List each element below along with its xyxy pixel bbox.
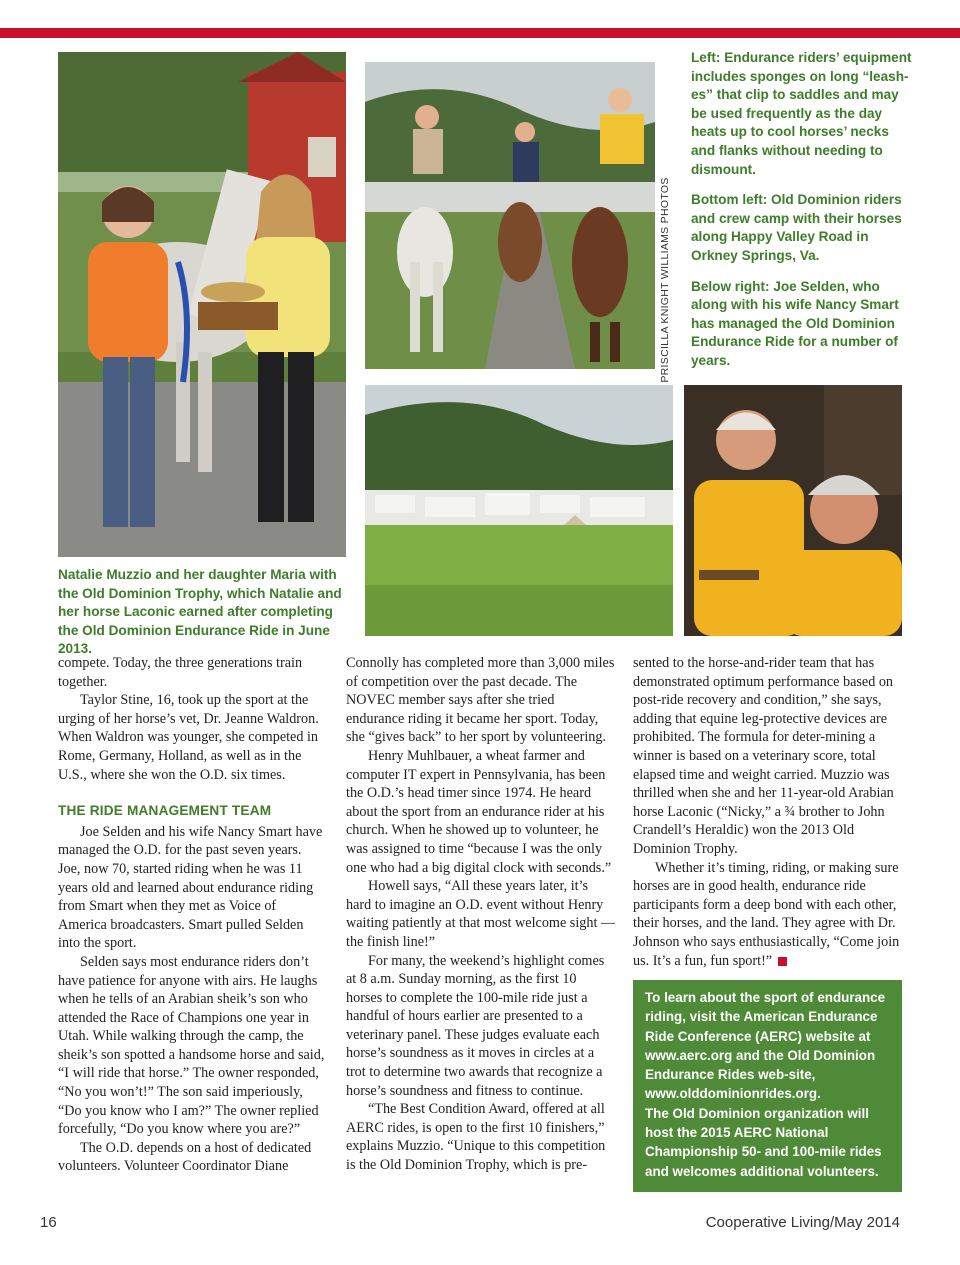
joe-selden-photo [684, 385, 902, 636]
col2-paragraph-1: Connolly has completed more than 3,000 miles of competition over the past decade. The NOVEC member says after she tried endurance riding it became her sport. Today, she “gives back” to her sport by volunteering. [346, 655, 615, 746]
col1-paragraph-4: Selden says most endurance riders don’t have patience for anyone with airs. He laughs when he tells of an Arabian sheik’s son who attended the Race of Champions one year in Utah. While walking through the camp, the sheik’s son spotted a handsome horse and said, “I will ride that horse.” The owner responded, “No you won’t!” The son said imperiously, “Do you know who I am?” The owner replied forcefully, “Do you know where you are?” [58, 953, 325, 1138]
top-right-captions [691, 49, 913, 383]
col3-paragraph-1: sented to the horse-and-rider team that has demonstrated optimum performance based on post-ride recovery and condition,” she says, adding that equine leg-protective devices are prohibited. The formula for deter-mining a winner is based on a veterinary score, total elapsed time and weight carried. Muzzio was thrilled when she and her 11-year-old Arabian horse Laconic (“Nicky,” a ¾ brother to John Crandell’s Heraldic) won the 2013 Old Dominion Trophy. [633, 655, 894, 857]
caption-camp: Bottom left: Old Dominion riders and crew camp with their horses along Happy Valley Road in Orkney Springs, Va. [691, 192, 902, 263]
col1-paragraph-1: compete. Today, the three generations train together. [58, 655, 303, 690]
col2-paragraph-5: “The Best Condition Award, offered at all AERC rides, is open to the first 10 finishers,” explains Muzzio. “Unique to this competition is the Old Dominion Trophy, which is pre- [346, 1101, 606, 1174]
col3-paragraph-2-text: Whether it’s timing, riding, or making sure horses are in good health, endurance ride participants form a deep bond with each other, their horses, and the land. They agree with Dr. Johnson who says enthusiastically, “Come join us. It’s a fun, fun sport!” [633, 859, 900, 969]
photo-credit [655, 177, 675, 383]
col1-paragraph-5: The O.D. depends on a host of dedicated volunteers. Volunteer Coordinator Diane [58, 1139, 312, 1175]
caption-selden: Below right: Joe Selden, who along with his wife Nancy Smart has managed the Old Dominion Endurance Ride for a number of years. [691, 278, 899, 368]
col1-paragraph-3: Joe Selden and his wife Nancy Smart have managed the O.D. for the past seven years. Joe, now 70, started riding when he was 11 years old and learned about endurance riding from Smart when they met as Voice of America broadcasters. Smart pulled Selden into the sport. [58, 823, 323, 952]
info-box-paragraph-2: The Old Dominion organization will host the 2015 AERC National Championship 50- and 100-mile rides and welcomes additional volunteers. [645, 1105, 882, 1179]
col3-paragraph-2 [633, 859, 903, 971]
section-heading: THE RIDE MANAGEMENT TEAM [58, 803, 272, 819]
article-column-2 [346, 654, 616, 1175]
page-number: 16 [40, 1214, 57, 1231]
col2-paragraph-4: For many, the weekend’s highlight comes at 8 a.m. Sunday morning, as the first 10 horses to complete the 100-mile ride just a handful of hours earlier are presented to a veterinary panel. These judges evaluate each horse’s soundness as it moves in circles at a trot to determine two awards that recognize a horse’s soundness and fitness to continue. [346, 952, 605, 1099]
caption-family: Natalie Muzzio and her daughter Maria with the Old Dominion Trophy, which Natalie and her horse Laconic earned after completing the Old Dominion Endurance Ride in June 2013. [58, 567, 342, 657]
riders-on-trail-photo [365, 62, 655, 369]
top-red-bar [0, 28, 960, 38]
info-box-paragraph-1: To learn about the sport of endurance riding, visit the American Endurance Ride Conference (AERC) website at www.aerc.org and the Old Dominion Endurance Rides web-site, www.olddominionrides.org. [645, 990, 886, 1102]
article-column-3 [633, 654, 903, 970]
family-trophy-photo [58, 52, 346, 557]
photo-credit-text: PRISCILLA KNIGHT WILLIAMS PHOTOS [659, 177, 671, 383]
col2-paragraph-3: Howell says, “All these years later, it’s hard to imagine an O.D. event without Henry waiting patiently at that most welcome sight — the finish line!” [346, 878, 616, 950]
camp-photo [365, 385, 673, 636]
caption-equipment: Left: Endurance riders’ equipment includes sponges on long “leash-es” that clip to saddles and may be used frequently as the day heats up to cool horses’ necks and flanks without needing to dismount. [691, 50, 912, 177]
info-box [633, 980, 902, 1192]
col1-paragraph-2: Taylor Stine, 16, took up the sport at the urging of her horse’s vet, Dr. Jeanne Waldron. When Waldron was younger, she competed in Rome, Germany, Holland, as well as in the U.S., where she won the O.D. six times. [58, 692, 319, 783]
publication-footer: Cooperative Living/May 2014 [705, 1214, 900, 1231]
end-mark-icon [778, 957, 787, 966]
col2-paragraph-2: Henry Muhlbauer, a wheat farmer and computer IT expert in Pennsylvania, has been the O.D.’s head timer since 1974. He heard about the sport from an endurance rider at his church. When he showed up to volunteer, he was assigned to time “because I was the only one who had a big digital clock with seconds.” [346, 747, 612, 876]
article-column-1 [58, 654, 326, 1176]
